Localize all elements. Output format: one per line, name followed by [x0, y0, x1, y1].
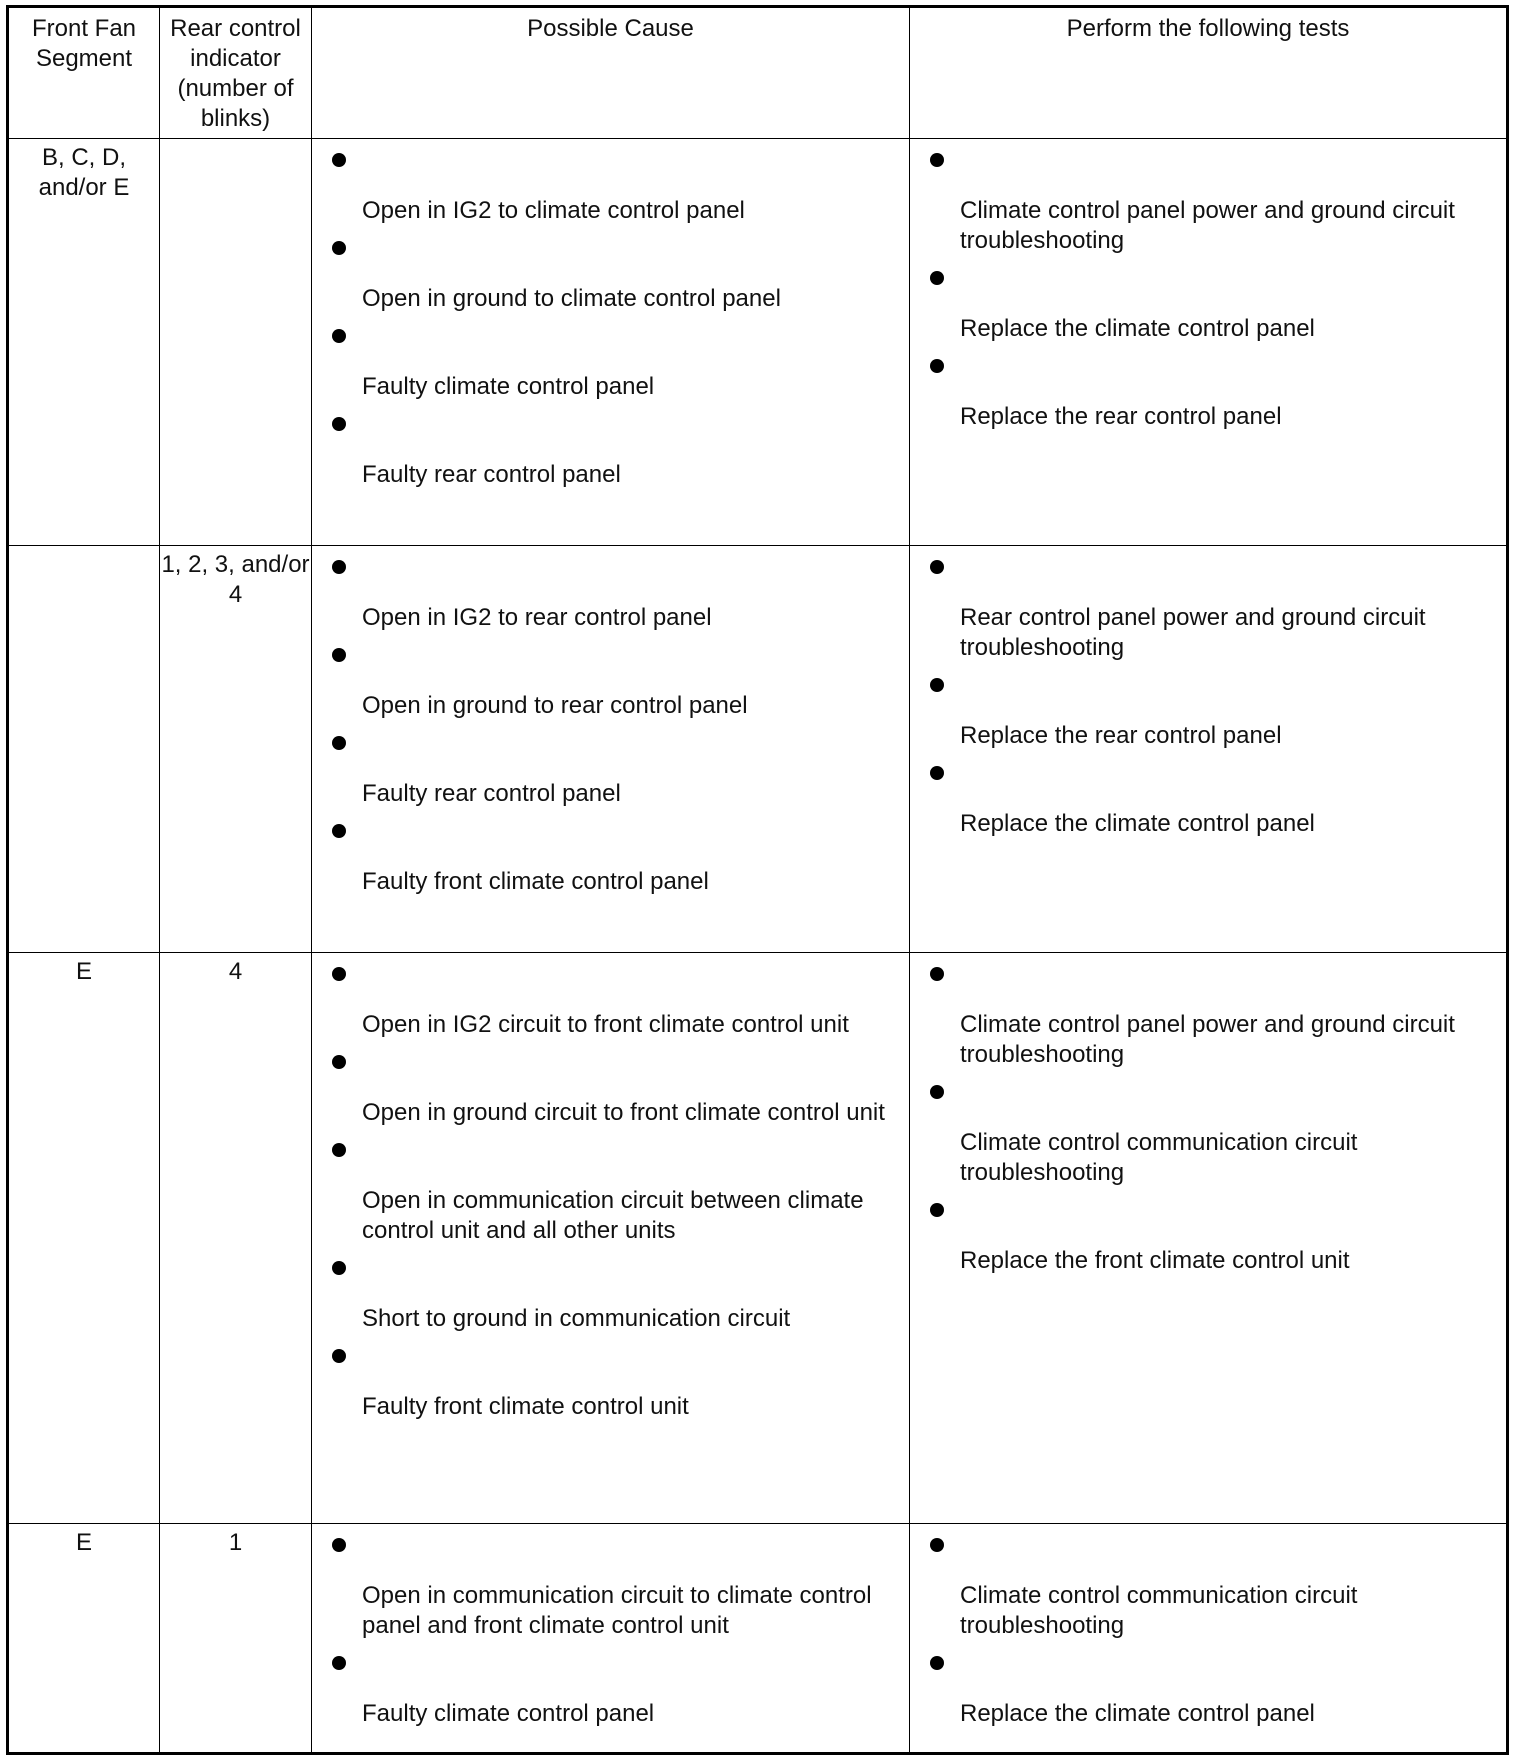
list-item: [332, 1538, 899, 1641]
bullet-icon: [930, 1203, 944, 1217]
cause-text: Open in ground circuit to front climate control unit: [362, 1099, 885, 1126]
bullet-icon: [332, 824, 346, 838]
bullet-icon: [930, 560, 944, 574]
list-item: [332, 1261, 899, 1334]
bullet-icon: [930, 1085, 944, 1099]
cause-text: Open in IG2 circuit to front climate control unit: [362, 1011, 849, 1038]
test-text: Replace the climate control panel: [960, 1700, 1315, 1727]
bullet-icon: [332, 329, 346, 343]
header-perform-tests: Perform the following tests: [910, 7, 1508, 139]
causes-cell: [312, 1524, 910, 1754]
bullet-icon: [930, 359, 944, 373]
tests-cell: [910, 1524, 1508, 1754]
test-text: Replace the climate control panel: [960, 810, 1315, 837]
list-item: [930, 271, 1496, 344]
list-item: [930, 766, 1496, 839]
bullet-icon: [332, 1261, 346, 1275]
bullet-icon: [332, 1055, 346, 1069]
bullet-icon: [332, 153, 346, 167]
test-text: Climate control panel power and ground circuit troubleshooting: [960, 197, 1455, 254]
test-text: Replace the rear control panel: [960, 722, 1282, 749]
segment-cell: [8, 546, 160, 953]
causes-cell: [312, 139, 910, 546]
cause-text: Open in ground to rear control panel: [362, 692, 748, 719]
table-header-row: [8, 7, 1508, 139]
list-item: [332, 648, 899, 721]
list-item: [332, 1055, 899, 1128]
list-item: [332, 1349, 899, 1422]
bullet-icon: [332, 1656, 346, 1670]
segment-cell: E: [8, 953, 160, 1524]
list-item: [332, 241, 899, 314]
bullet-icon: [332, 417, 346, 431]
test-text: Replace the front climate control unit: [960, 1247, 1350, 1274]
tests-cell: [910, 953, 1508, 1524]
bullet-icon: [930, 967, 944, 981]
list-item: [930, 560, 1496, 663]
list-item: [930, 359, 1496, 432]
causes-cell: [312, 953, 910, 1524]
list-item: [930, 153, 1496, 256]
tests-cell: [910, 139, 1508, 546]
bullet-icon: [332, 967, 346, 981]
segment-cell: B, C, D, and/or E: [8, 139, 160, 546]
list-item: [930, 1656, 1496, 1729]
bullet-icon: [930, 271, 944, 285]
cause-text: Open in communication circuit to climate control panel and front climate control unit: [362, 1582, 872, 1639]
bullet-icon: [930, 1538, 944, 1552]
list-item: [332, 417, 899, 490]
blinks-cell: [160, 139, 312, 546]
test-text: Climate control communication circuit troubleshooting: [960, 1582, 1358, 1639]
list-item: [332, 1143, 899, 1246]
table-row: [8, 546, 1508, 953]
cause-text: Short to ground in communication circuit: [362, 1305, 791, 1332]
list-item: [332, 736, 899, 809]
bullet-icon: [332, 1143, 346, 1157]
header-rear-control-indicator: Rear control indicator (number of blinks): [160, 7, 312, 139]
tests-cell: [910, 546, 1508, 953]
segment-cell: E: [8, 1524, 160, 1754]
bullet-icon: [332, 648, 346, 662]
causes-cell: [312, 546, 910, 953]
list-item: [930, 1203, 1496, 1276]
test-text: Replace the climate control panel: [960, 315, 1315, 342]
bullet-icon: [930, 766, 944, 780]
list-item: [332, 967, 899, 1040]
cause-text: Faulty front climate control panel: [362, 868, 709, 895]
bullet-icon: [332, 560, 346, 574]
bullet-icon: [930, 1656, 944, 1670]
table-row: [8, 1524, 1508, 1754]
cause-text: Faulty climate control panel: [362, 373, 655, 400]
list-item: [930, 1538, 1496, 1641]
test-text: Climate control panel power and ground circuit troubleshooting: [960, 1011, 1455, 1068]
bullet-icon: [332, 241, 346, 255]
test-text: Rear control panel power and ground circuit troubleshooting: [960, 604, 1426, 661]
bullet-icon: [930, 153, 944, 167]
bullet-icon: [332, 1538, 346, 1552]
cause-text: Faulty climate control panel: [362, 1700, 655, 1727]
table-row: [8, 139, 1508, 546]
test-text: Climate control communication circuit troubleshooting: [960, 1129, 1358, 1186]
cause-text: Open in ground to climate control panel: [362, 285, 781, 312]
list-item: [332, 153, 899, 226]
list-item: [930, 967, 1496, 1070]
cause-text: Faulty rear control panel: [362, 780, 621, 807]
blinks-cell: 4: [160, 953, 312, 1524]
cause-text: Open in IG2 to climate control panel: [362, 197, 745, 224]
bullet-icon: [332, 1349, 346, 1363]
test-text: Replace the rear control panel: [960, 403, 1282, 430]
cause-text: Open in IG2 to rear control panel: [362, 604, 712, 631]
bullet-icon: [332, 736, 346, 750]
list-item: [930, 1085, 1496, 1188]
header-front-fan-segment: Front Fan Segment: [8, 7, 160, 139]
cause-text: Faulty rear control panel: [362, 461, 621, 488]
blinks-cell: 1, 2, 3, and/or 4: [160, 546, 312, 953]
table-row: [8, 953, 1508, 1524]
list-item: [332, 329, 899, 402]
diagnostic-table: [6, 5, 1509, 1755]
list-item: [332, 824, 899, 897]
bullet-icon: [930, 678, 944, 692]
cause-text: Open in communication circuit between climate control unit and all other units: [362, 1187, 864, 1244]
header-possible-cause: Possible Cause: [312, 7, 910, 139]
list-item: [332, 560, 899, 633]
list-item: [332, 1656, 899, 1729]
list-item: [930, 678, 1496, 751]
blinks-cell: 1: [160, 1524, 312, 1754]
cause-text: Faulty front climate control unit: [362, 1393, 689, 1420]
